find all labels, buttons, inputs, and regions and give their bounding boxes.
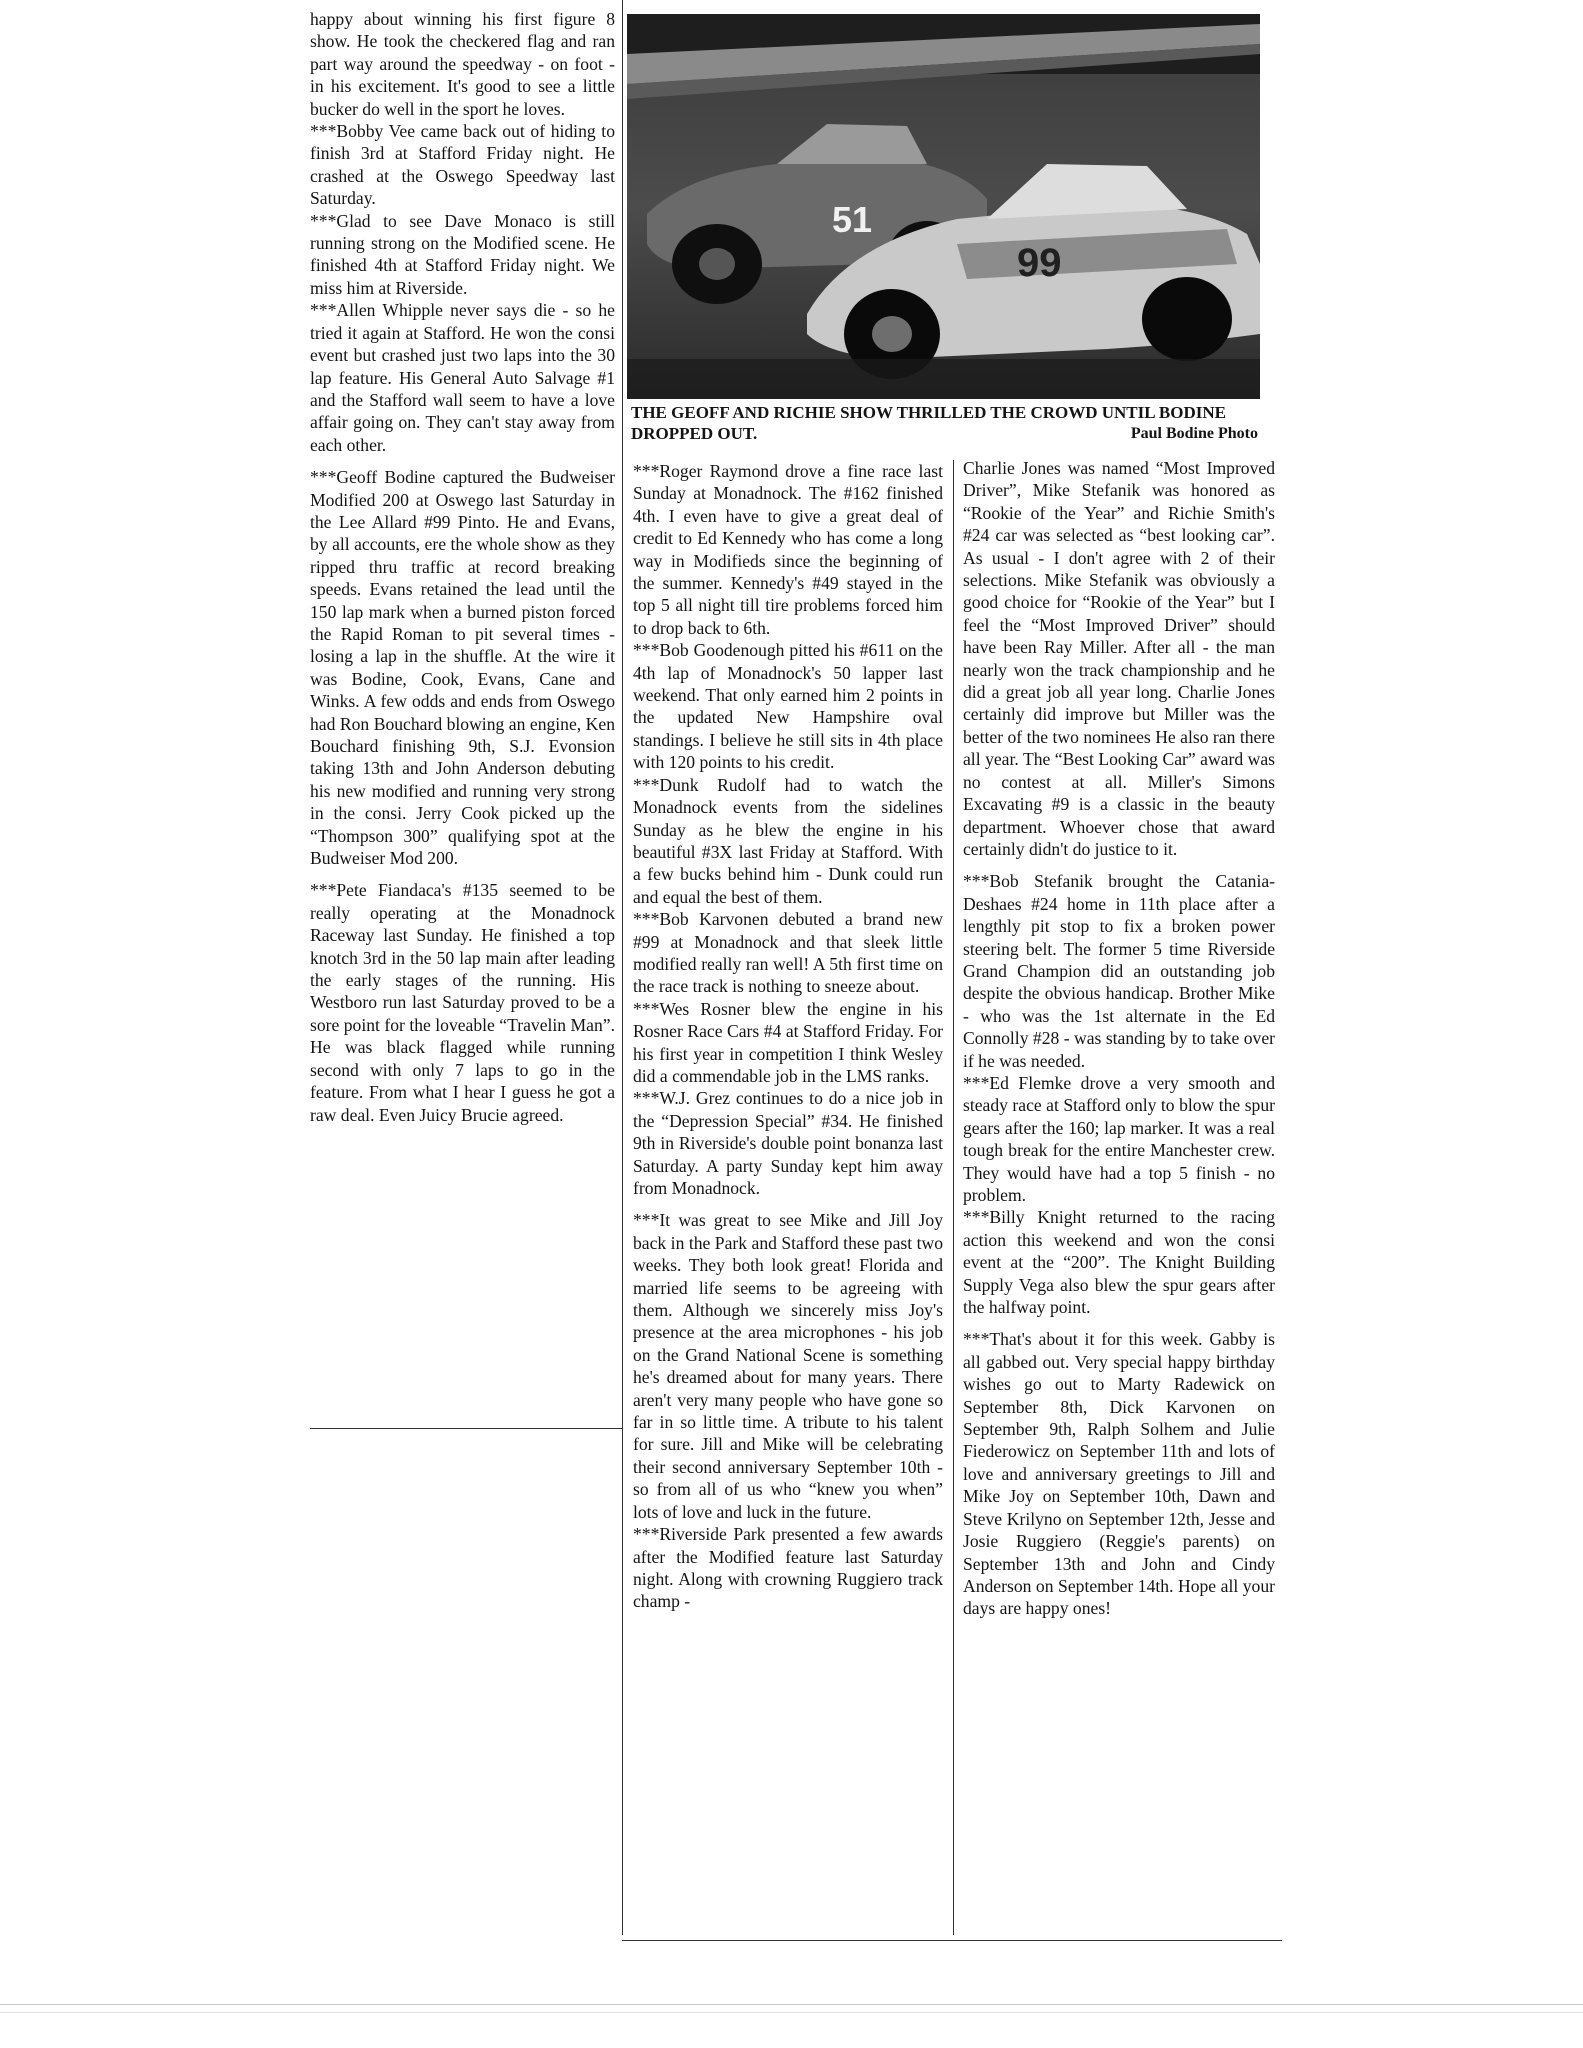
paragraph: ***Bob Stefanik brought the Catania-Deshaes #24 home in 11th place after a lengthly pit stop to fix a broken power steering belt. The former 5 time Riverside Grand Champion did an outstanding job despite the obvious handicap. Brother Mike - who was the 1st alternate in the Ed Connolly #28 - was standing by to take over if he was needed. — [963, 871, 1275, 1071]
paragraph: ***Glad to see Dave Monaco is still running strong on the Modified scene. He finished 4th at Stafford Friday night. We miss him at Riverside. — [310, 210, 615, 298]
paragraph: ***Wes Rosner blew the engine in his Rosner Race Cars #4 at Stafford Friday. For his first year in competition I think Wesley did a commendable job in the LMS ranks. — [633, 998, 943, 1086]
paragraph: ***Roger Raymond drove a fine race last Sunday at Monadnock. The #162 finished 4th. I even have to give a great deal of credit to Ed Kennedy who has come a long way in Modifieds since the beginning of the summer. Kennedy's #49 stayed in the top 5 all night till tire problems forced him to drop back to 6th. — [633, 461, 943, 638]
article-column-1 — [310, 8, 615, 1126]
car-number-99: 99 — [1017, 241, 1062, 285]
column-divider — [622, 0, 623, 1935]
article-column-2 — [633, 460, 943, 1613]
paragraph: ***W.J. Grez continues to do a nice job in the “Depression Special” #34. He finished 9th in Riverside's double point bonanza last Saturday. A party Sunday kept him away from Monadnock. — [633, 1088, 943, 1198]
column-divider — [953, 460, 954, 1935]
paragraph: ***Dunk Rudolf had to watch the Monadnock events from the sidelines Sunday as he blew the engine in his beautiful #3X last Friday at Stafford. With a few bucks behind him - Dunk could run and equal the best of them. — [633, 774, 943, 907]
photo-credit: Paul Bodine Photo — [1130, 425, 1258, 442]
paragraph: ***Bobby Vee came back out of hiding to finish 3rd at Stafford Friday night. He crashed at the Oswego Speedway last Saturday. — [310, 121, 615, 209]
photo-caption — [631, 402, 1258, 444]
paragraph: ***Ed Flemke drove a very smooth and steady race at Stafford only to blow the spur gears after the 160; lap marker. It was a real tough break for the entire Manchester crew. They would have had a top 5 finish - no problem. — [963, 1072, 1275, 1205]
paragraph: ***Billy Knight returned to the racing action this weekend and won the consi event at the “200”. The Knight Building Supply Vega also blew the spur gears after the halfway point. — [963, 1207, 1275, 1318]
paragraph: ***Bob Karvonen debuted a brand new #99 at Monadnock and that sleek little modified really ran well! A 5th first time on the race track is nothing to sneeze about. — [633, 909, 943, 997]
paragraph: ***That's about it for this week. Gabby is all gabbed out. Very special happy birthday wishes go out to Marty Radewick on September 8th, Dick Karvonen on September 9th, Ralph Solhem and Julie Fiederowicz on September 11th and lots of love and anniversary greetings to Jill and Mike Joy on September 10th, Dawn and Steve Krilyno on September 12th, Jesse and Josie Ruggiero (Reggie's parents) on September 13th and John and Cindy Anderson on September 14th. Hope all your days are happy ones! — [963, 1329, 1275, 1619]
race-photo — [627, 14, 1260, 399]
paragraph: ***Geoff Bodine captured the Budweiser Modified 200 at Oswego last Saturday in the Lee Allard #99 Pinto. He and Evans, by all accounts, ere the whole show as they ripped thru traffic at record breaking speeds. Evans retained the lead until the 150 lap mark when a burned piston forced the Rapid Roman to pit several times - losing a lap in the shuffle. At the wire it was Bodine, Cook, Evans, Cane and Winks. A few odds and ends from Oswego had Ron Bouchard blowing an engine, Ken Bouchard finishing 9th, S.J. Evonsion taking 13th and John Anderson debuting his new modified and running very strong in the consi. Jerry Cook picked up the “Thompson 300” qualifying spot at the Budweiser Mod 200. — [310, 467, 615, 869]
scan-edge — [0, 2012, 1583, 2013]
paragraph: ***Riverside Park presented a few awards after the Modified feature last Saturday night. Along with crowning Ruggiero track champ - — [633, 1524, 943, 1612]
paragraph: ***It was great to see Mike and Jill Joy back in the Park and Stafford these past two weeks. They both look great! Florida and married life seems to be agreeing with them. Although we sincerely miss Joy's presence at the area microphones - his job on the Grand National Scene is something he's dreamed about for many years. There aren't very many people who have gone so far in so little time. A tribute to his talent for sure. Jill and Mike will be celebrating their second anniversary September 10th - so from all of us who “knew you when” lots of love and luck in the future. — [633, 1210, 943, 1522]
scan-edge — [0, 2004, 1583, 2005]
page-end-rule — [622, 1940, 1282, 1941]
article-column-3 — [963, 457, 1275, 1620]
paragraph: ***Pete Fiandaca's #135 seemed to be really operating at the Monadnock Raceway last Sunday. He finished a top knotch 3rd in the 50 lap main after leading the early stages of the running. His Westboro run last Saturday proved to be a sore point for the loveable “Travelin Man”. He was black flagged while running second with only 7 laps to go in the feature. From what I hear I guess he got a raw deal. Even Juicy Brucie agreed. — [310, 880, 615, 1125]
caption-text: THE GEOFF AND RICHIE SHOW THRILLED THE CROWD UNTIL BODINE DROPPED OUT. — [631, 403, 1226, 443]
paragraph: Charlie Jones was named “Most Improved Driver”, Mike Stefanik was honored as “Rookie of the Year” and Richie Smith's #24 car was selected as “best looking car”. As usual - I don't agree with 2 of their selections. Mike Stefanik was obviously a good choice for “Rookie of the Year” but I feel the “Most Improved Driver” should have been Ray Miller. After all - the man nearly won the track championship and he did a great job all year long. Charlie Jones certainly did improve but Miller was the better of the two nominees He also ran there all year. The “Best Looking Car” award was no contest at all. Miller's Simons Excavating #9 is a classic in the beauty department. Whoever chose that award certainly didn't do justice to it. — [963, 458, 1275, 859]
car-number-51: 51 — [832, 199, 873, 240]
paragraph: happy about winning his first figure 8 show. He took the checkered flag and ran part way around the speedway - on foot - in his excitement. It's good to see a little bucker do well in the sport he loves. — [310, 9, 615, 119]
paragraph: ***Allen Whipple never says die - so he tried it again at Stafford. He won the consi event but crashed just two laps into the 30 lap feature. His General Auto Salvage #1 and the Stafford wall seem to have a love affair going on. They can't stay away from each other. — [310, 300, 615, 455]
paragraph: ***Bob Goodenough pitted his #611 on the 4th lap of Monadnock's 50 lapper last weekend. That only earned him 2 points in the updated New Hampshire oval standings. I believe he still sits in 4th place with 120 points to his credit. — [633, 640, 943, 773]
column-end-rule — [310, 1428, 622, 1429]
